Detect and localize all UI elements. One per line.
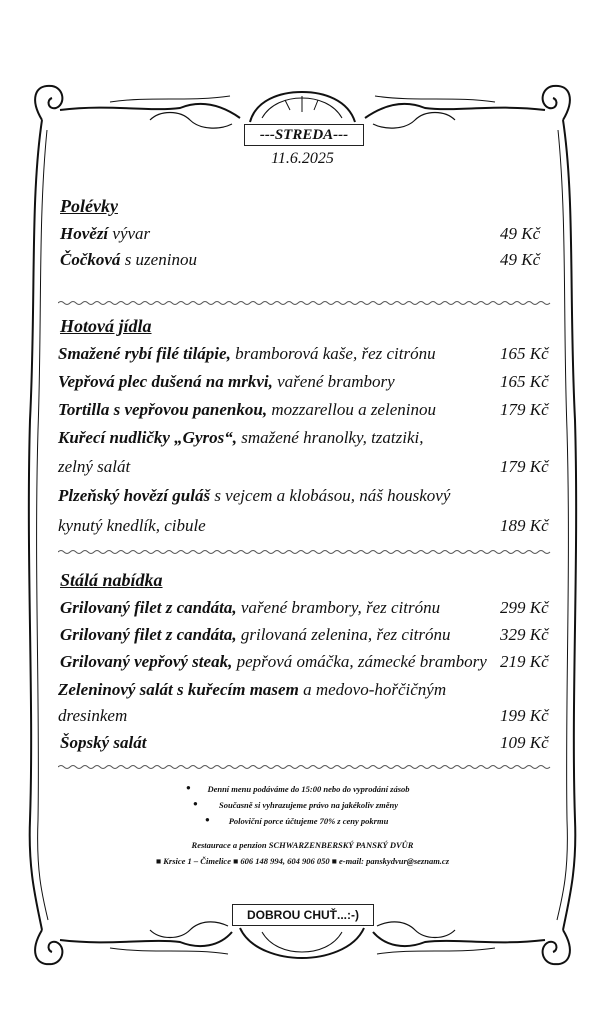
note: Současně si vyhrazujeme právo na jakékoliv změny <box>219 800 398 810</box>
item-price: 165 Kč <box>500 344 549 363</box>
section-title-hotova-jidla: Hotová jídla <box>60 316 152 336</box>
item-price: 219 Kč <box>500 652 549 671</box>
menu-item: Hovězí vývar <box>60 224 151 243</box>
note: Poloviční porce účtujeme 70% z ceny pokrmu <box>228 816 389 826</box>
divider <box>58 549 553 555</box>
menu-item: Tortilla s vepřovou panenkou, mozzarellou a zeleninou <box>58 400 436 419</box>
menu-item-line2: zelný salát <box>58 457 131 476</box>
menu-item: Kuřecí nudličky „Gyros“, smažené hranolky, tzatziki, <box>58 428 424 447</box>
menu-item-line2: dresinkem <box>58 706 128 725</box>
restaurant-name: Restaurace a penzion SCHWARZENBERSKÝ PANSKÝ DVŮR <box>191 840 414 850</box>
menu-item: Smažené rybí filé tilápie, bramborová kaše, řez citrónu <box>58 344 436 363</box>
item-price: 49 Kč <box>500 250 541 269</box>
item-price: 179 Kč <box>500 400 549 419</box>
item-price: 49 Kč <box>500 224 541 243</box>
menu-item: Grilovaný filet z candáta, grilovaná zelenina, řez citrónu <box>60 625 451 644</box>
menu-item: Vepřová plec dušená na mrkvi, vařené brambory <box>58 372 395 391</box>
menu-item: Šopský salát <box>60 733 147 752</box>
item-price: 165 Kč <box>500 372 549 391</box>
section-title-polevky: Polévky <box>60 196 118 216</box>
menu-item: Čočková s uzeninou <box>60 250 197 269</box>
bullet-icon: ● <box>186 783 191 792</box>
item-price: 109 Kč <box>500 733 549 752</box>
bullet-icon: ● <box>205 815 210 824</box>
menu-item: Zeleninový salát s kuřecím masem a medovo-hořčičným <box>58 680 447 699</box>
menu-date: 11.6.2025 <box>271 150 334 167</box>
bullet-icon: ● <box>193 799 198 808</box>
section-title-stala-nabidka: Stálá nabídka <box>60 570 163 590</box>
item-price: 329 Kč <box>500 625 549 644</box>
item-price: 179 Kč <box>500 457 549 476</box>
footer-greeting: DOBROU CHUŤ...:-) <box>232 904 374 926</box>
note: Denní menu podáváme do 15:00 nebo do vyprodání zásob <box>207 784 410 794</box>
divider <box>58 300 553 306</box>
item-price: 199 Kč <box>500 706 549 725</box>
item-price: 189 Kč <box>500 516 549 535</box>
divider <box>58 764 553 770</box>
day-label: ---STREDA--- <box>244 124 364 146</box>
menu-item: Plzeňský hovězí guláš s vejcem a klobásou, náš houskový <box>58 486 451 505</box>
item-price: 299 Kč <box>500 598 549 617</box>
menu-item-line2: kynutý knedlík, cibule <box>58 516 206 535</box>
contact-info: ■ Krsice 1 – Čimelice ■ 606 148 994, 604 906 050 ■ e-mail: panskydvur@seznam.cz <box>155 856 450 866</box>
menu-item: Grilovaný vepřový steak, pepřová omáčka, zámecké brambory <box>60 652 487 671</box>
menu-item: Grilovaný filet z candáta, vařené brambory, řez citrónu <box>60 598 441 617</box>
